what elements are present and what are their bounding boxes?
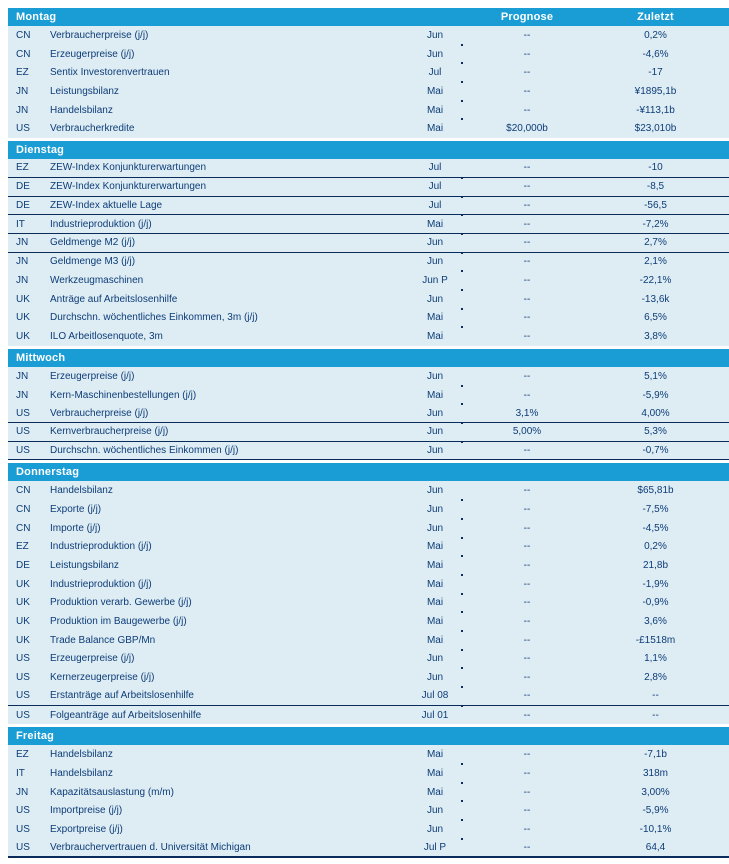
table-row (8, 101, 729, 120)
period-cell: Jun (426, 485, 444, 497)
table-row (8, 197, 729, 216)
day-section-mittwoch (8, 349, 729, 460)
forecast-cell: -- (523, 312, 531, 324)
period-cell: Jul (428, 199, 442, 211)
indicator-name: Importpreise (j/j) (50, 805, 123, 817)
table-row (8, 442, 729, 461)
period-cell: Jun (426, 407, 444, 419)
forecast-cell: -- (523, 485, 531, 497)
period-cell: Jul P (423, 841, 447, 853)
last-value-cell: 5,1% (644, 370, 667, 382)
country-code: JN (16, 85, 29, 97)
country-code: EZ (16, 67, 29, 79)
last-value-cell: -1,9% (642, 578, 669, 590)
indicator-name: ZEW-Index aktuelle Lage (50, 199, 163, 211)
forecast-cell: -- (523, 293, 531, 305)
table-row (8, 481, 729, 500)
last-value-cell: $65,81b (637, 485, 674, 497)
indicator-name: Kernerzeugerpreise (j/j) (50, 672, 155, 684)
column-header-last: Zuletzt (637, 11, 674, 23)
last-value-cell: 3,6% (644, 616, 667, 628)
forecast-cell: -- (523, 162, 531, 174)
forecast-cell: -- (523, 256, 531, 268)
period-cell: Jun (426, 256, 444, 268)
indicator-name: Handelsbilanz (50, 485, 113, 497)
indicator-name: Industrieproduktion (j/j) (50, 218, 152, 230)
table-row (8, 500, 729, 519)
indicator-name: Industrieproduktion (j/j) (50, 578, 152, 590)
last-value-cell: -56,5 (644, 199, 667, 211)
period-cell: Mai (426, 104, 444, 116)
period-cell: Mai (426, 85, 444, 97)
table-row (8, 327, 729, 346)
country-code: UK (16, 578, 30, 590)
indicator-name: Produktion im Baugewerbe (j/j) (50, 616, 187, 628)
country-code: DE (16, 560, 30, 572)
indicator-name: Erzeugerpreise (j/j) (50, 48, 135, 60)
last-value-cell: 2,1% (644, 256, 667, 268)
country-code: US (16, 805, 30, 817)
indicator-name: Exporte (j/j) (50, 503, 102, 515)
forecast-cell: -- (523, 672, 531, 684)
forecast-cell: 5,00% (512, 426, 542, 438)
indicator-name: Erzeugerpreise (j/j) (50, 653, 135, 665)
period-cell: Jun (426, 426, 444, 438)
indicator-name: Verbraucherpreise (j/j) (50, 407, 149, 419)
period-cell: Mai (426, 560, 444, 572)
period-cell: Mai (426, 123, 444, 135)
forecast-cell: -- (523, 616, 531, 628)
last-value-cell: $23,010b (634, 123, 677, 135)
day-label: Montag (16, 11, 57, 23)
country-code: US (16, 823, 30, 835)
period-cell: Mai (426, 634, 444, 646)
last-value-cell: -7,5% (642, 503, 669, 515)
indicator-name: Erzeugerpreise (j/j) (50, 370, 135, 382)
forecast-cell: $20,000b (506, 123, 548, 135)
table-row (8, 783, 729, 802)
table-row (8, 271, 729, 290)
country-code: US (16, 653, 30, 665)
forecast-cell: -- (523, 690, 531, 702)
last-value-cell: -17 (648, 67, 663, 79)
country-code: UK (16, 293, 30, 305)
day-section-dienstag (8, 141, 729, 346)
period-cell: Jul 08 (421, 690, 449, 702)
table-row (8, 631, 729, 650)
last-value-cell: -7,1b (644, 749, 667, 761)
last-value-cell: 3,8% (644, 331, 667, 343)
last-value-cell: -22,1% (639, 275, 672, 287)
period-cell: Mai (426, 616, 444, 628)
economic-calendar-table (8, 8, 729, 858)
country-code: US (16, 709, 30, 721)
indicator-name: Produktion verarb. Gewerbe (j/j) (50, 597, 192, 609)
last-value-cell: -£1518m (635, 634, 676, 646)
period-cell: Jul (428, 162, 442, 174)
indicator-name: Geldmenge M2 (j/j) (50, 237, 136, 249)
forecast-cell: -- (523, 29, 531, 41)
table-row (8, 404, 729, 423)
last-value-cell: -13,6k (641, 293, 670, 305)
indicator-name: Verbraucherpreise (j/j) (50, 29, 149, 41)
table-row (8, 159, 729, 178)
country-code: US (16, 841, 30, 853)
indicator-name: ZEW-Index Konjunkturerwartungen (50, 162, 207, 174)
indicator-name: Kernverbraucherpreise (j/j) (50, 426, 169, 438)
indicator-name: Handelsbilanz (50, 104, 113, 116)
indicator-name: Anträge auf Arbeitslosenhilfe (50, 293, 178, 305)
day-label: Freitag (16, 730, 55, 743)
table-row (8, 594, 729, 613)
country-code: CN (16, 503, 31, 515)
day-label: Mittwoch (16, 352, 66, 364)
last-value-cell: -4,5% (642, 522, 669, 534)
indicator-name: Durchschn. wöchentliches Einkommen (j/j) (50, 445, 239, 457)
indicator-name: ZEW-Index Konjunkturerwartungen (50, 181, 207, 193)
country-code: EZ (16, 162, 29, 174)
indicator-name: Trade Balance GBP/Mn (50, 634, 156, 646)
country-code: US (16, 123, 30, 135)
last-value-cell: 4,00% (641, 407, 670, 419)
table-row (8, 215, 729, 234)
country-code: JN (16, 275, 29, 287)
country-code: JN (16, 237, 29, 249)
period-cell: Jun (426, 48, 444, 60)
forecast-cell: -- (523, 749, 531, 761)
last-value-cell: -5,9% (642, 805, 669, 817)
column-header-forecast: Prognose (500, 11, 554, 23)
country-code: CN (16, 29, 31, 41)
country-code: US (16, 672, 30, 684)
forecast-cell: -- (523, 709, 531, 721)
forecast-cell: -- (523, 597, 531, 609)
table-row (8, 26, 729, 45)
day-label: Donnerstag (16, 466, 80, 479)
forecast-cell: -- (523, 67, 531, 79)
day-header-bar (8, 727, 729, 745)
country-code: IT (16, 218, 25, 230)
table-row (8, 63, 729, 82)
last-value-cell: 64,4 (645, 841, 666, 853)
last-value-cell: -0,9% (642, 597, 669, 609)
table-row (8, 801, 729, 820)
indicator-name: Erstanträge auf Arbeitslosenhilfe (50, 690, 194, 702)
forecast-cell: -- (523, 560, 531, 572)
forecast-cell: -- (523, 786, 531, 798)
last-value-cell: 5,3% (644, 426, 667, 438)
day-section-donnerstag (8, 463, 729, 724)
table-row (8, 745, 729, 764)
forecast-cell: -- (523, 578, 531, 590)
last-value-cell: 318m (642, 767, 668, 779)
period-cell: Jun (426, 503, 444, 515)
table-row (8, 309, 729, 328)
indicator-name: Durchschn. wöchentliches Einkommen, 3m (j/j) (50, 312, 258, 324)
period-cell: Mai (426, 541, 444, 553)
forecast-cell: -- (523, 389, 531, 401)
table-row (8, 519, 729, 538)
period-cell: Jul 01 (421, 709, 449, 721)
country-code: UK (16, 331, 30, 343)
last-value-cell: -4,6% (642, 48, 669, 60)
country-code: DE (16, 181, 30, 193)
period-cell: Jun (426, 445, 444, 457)
last-value-cell: 0,2% (644, 29, 667, 41)
country-code: JN (16, 370, 29, 382)
period-cell: Mai (426, 786, 444, 798)
last-value-cell: -5,9% (642, 389, 669, 401)
country-code: UK (16, 312, 30, 324)
last-value-cell: 2,7% (644, 237, 667, 249)
forecast-cell: -- (523, 199, 531, 211)
indicator-name: Leistungsbilanz (50, 560, 119, 572)
forecast-cell: -- (523, 634, 531, 646)
period-cell: Jun (426, 823, 444, 835)
last-value-cell: 2,8% (644, 672, 667, 684)
indicator-name: Sentix Investorenvertrauen (50, 67, 170, 79)
forecast-cell: -- (523, 85, 531, 97)
forecast-cell: -- (523, 445, 531, 457)
forecast-cell: -- (523, 237, 531, 249)
last-value-cell: -0,7% (642, 445, 669, 457)
day-section-freitag (8, 727, 729, 857)
indicator-name: ILO Arbeitlosenquote, 3m (50, 331, 163, 343)
last-value-cell: ¥1895,1b (634, 85, 677, 97)
country-code: EZ (16, 541, 29, 553)
indicator-name: Handelsbilanz (50, 767, 113, 779)
indicator-name: Kapazitätsauslastung (m/m) (50, 786, 174, 798)
table-row (8, 612, 729, 631)
indicator-name: Exportpreise (j/j) (50, 823, 123, 835)
forecast-cell: -- (523, 805, 531, 817)
table-row (8, 253, 729, 272)
period-cell: Mai (426, 389, 444, 401)
period-cell: Jun P (422, 275, 448, 287)
last-value-cell: -10,1% (639, 823, 672, 835)
indicator-name: Leistungsbilanz (50, 85, 119, 97)
table-row (8, 367, 729, 386)
day-header-bar (8, 141, 729, 159)
period-cell: Mai (426, 312, 444, 324)
indicator-name: Werkzeugmaschinen (50, 275, 144, 287)
period-cell: Jun (426, 293, 444, 305)
forecast-cell: -- (523, 503, 531, 515)
day-header-bar (8, 8, 729, 26)
last-value-cell: -8,5 (646, 181, 665, 193)
forecast-cell: -- (523, 841, 531, 853)
period-cell: Jul (428, 181, 442, 193)
period-cell: Jun (426, 522, 444, 534)
last-value-cell: 3,00% (641, 786, 670, 798)
country-code: UK (16, 634, 30, 646)
country-code: IT (16, 767, 25, 779)
indicator-name: Industrieproduktion (j/j) (50, 541, 152, 553)
table-row (8, 45, 729, 64)
indicator-name: Importe (j/j) (50, 522, 101, 534)
last-value-cell: 21,8b (642, 560, 669, 572)
indicator-name: Kern-Maschinenbestellungen (j/j) (50, 389, 197, 401)
forecast-cell: -- (523, 541, 531, 553)
indicator-name: Folgeanträge auf Arbeitslosenhilfe (50, 709, 202, 721)
forecast-cell: -- (523, 104, 531, 116)
country-code: JN (16, 786, 29, 798)
table-row (8, 764, 729, 783)
period-cell: Mai (426, 218, 444, 230)
country-code: JN (16, 389, 29, 401)
table-row (8, 575, 729, 594)
table-row (8, 178, 729, 197)
forecast-cell: -- (523, 331, 531, 343)
table-row (8, 839, 729, 858)
forecast-cell: -- (523, 653, 531, 665)
table-row (8, 290, 729, 309)
period-cell: Jun (426, 29, 444, 41)
country-code: JN (16, 256, 29, 268)
forecast-cell: -- (523, 522, 531, 534)
indicator-name: Verbraucherkredite (50, 123, 135, 135)
period-cell: Mai (426, 767, 444, 779)
table-row (8, 668, 729, 687)
day-header-bar (8, 463, 729, 481)
last-value-cell: -¥113,1b (636, 104, 675, 116)
period-cell: Mai (426, 597, 444, 609)
country-code: US (16, 690, 30, 702)
table-row (8, 650, 729, 669)
country-code: EZ (16, 749, 29, 761)
period-cell: Jun (426, 237, 444, 249)
table-row (8, 556, 729, 575)
last-value-cell: -- (652, 709, 659, 721)
forecast-cell: -- (523, 767, 531, 779)
table-row (8, 119, 729, 138)
last-value-cell: 0,2% (644, 541, 667, 553)
country-code: JN (16, 104, 29, 116)
forecast-cell: -- (523, 181, 531, 193)
country-code: DE (16, 199, 30, 211)
indicator-name: Verbrauchervertrauen d. Universität Michigan (50, 841, 251, 853)
table-row (8, 82, 729, 101)
day-header-bar (8, 349, 729, 367)
period-cell: Jun (426, 805, 444, 817)
country-code: US (16, 407, 30, 419)
country-code: US (16, 445, 30, 457)
period-cell: Mai (426, 331, 444, 343)
country-code: UK (16, 597, 30, 609)
indicator-name: Handelsbilanz (50, 749, 113, 761)
last-value-cell: 1,1% (644, 653, 667, 665)
forecast-cell: 3,1% (515, 407, 539, 419)
table-row (8, 820, 729, 839)
last-value-cell: -- (652, 690, 659, 702)
last-value-cell: -10 (648, 162, 663, 174)
table-row (8, 386, 729, 405)
period-cell: Jun (426, 370, 444, 382)
country-code: CN (16, 522, 31, 534)
country-code: UK (16, 616, 30, 628)
indicator-name: Geldmenge M3 (j/j) (50, 256, 136, 268)
country-code: US (16, 426, 30, 438)
table-row (8, 687, 729, 706)
country-code: CN (16, 485, 31, 497)
period-cell: Mai (426, 578, 444, 590)
forecast-cell: -- (523, 370, 531, 382)
period-cell: Mai (426, 749, 444, 761)
country-code: CN (16, 48, 31, 60)
day-section-montag (8, 8, 729, 138)
forecast-cell: -- (523, 823, 531, 835)
period-cell: Jun (426, 653, 444, 665)
day-label: Dienstag (16, 144, 65, 157)
last-value-cell: 6,5% (644, 312, 667, 324)
forecast-cell: -- (523, 48, 531, 60)
period-cell: Jul (428, 67, 442, 79)
table-row (8, 234, 729, 253)
forecast-cell: -- (523, 275, 531, 287)
last-value-cell: -7,2% (642, 218, 669, 230)
table-row (8, 538, 729, 557)
table-row (8, 423, 729, 442)
forecast-cell: -- (523, 218, 531, 230)
table-row (8, 706, 729, 725)
period-cell: Jun (426, 672, 444, 684)
